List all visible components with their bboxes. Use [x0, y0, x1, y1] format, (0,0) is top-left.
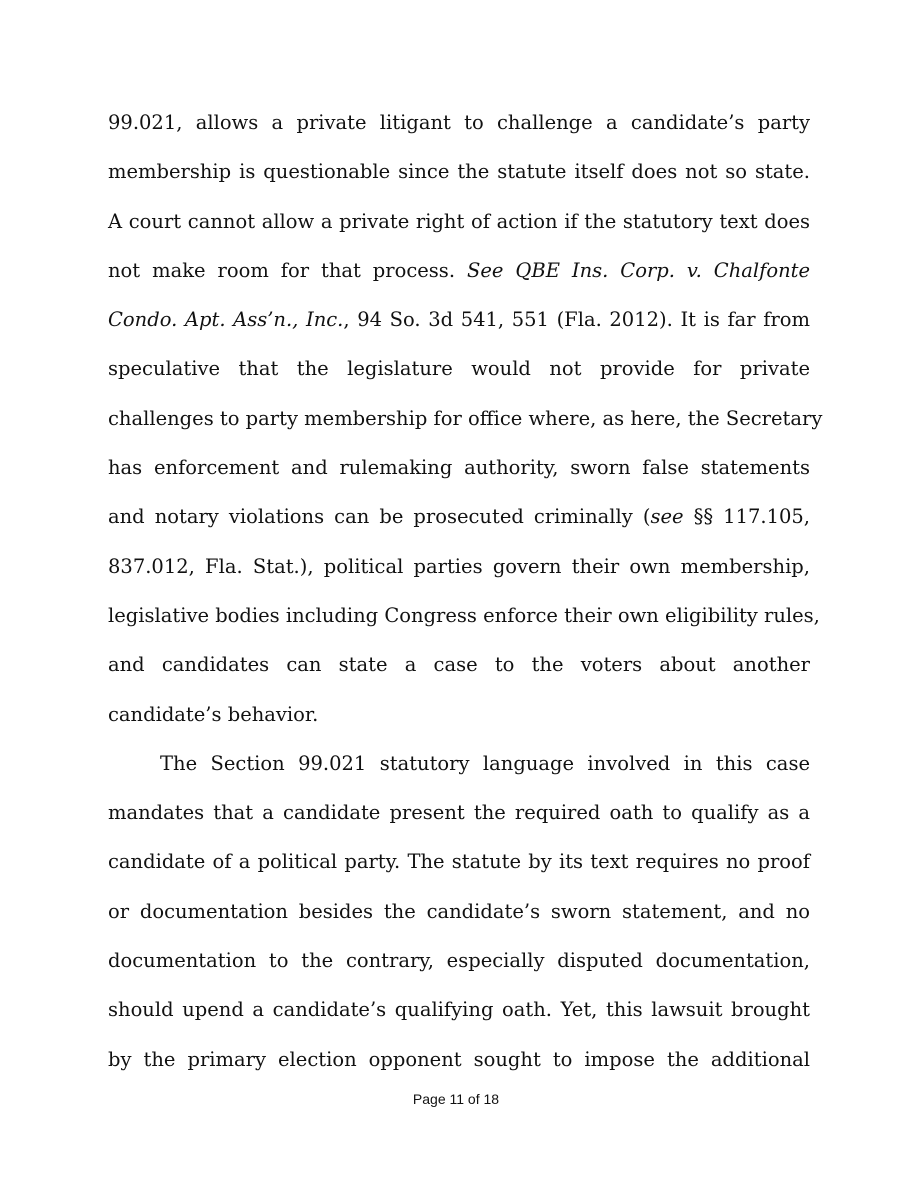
text-span: challenges to party membership for office where, as here, the Secretary: [108, 406, 823, 430]
text-span: should upend a candidate’s qualifying oath. Yet, this lawsuit brought: [108, 998, 810, 1022]
text-line: [108, 542, 810, 591]
text-span: The Section 99.021 statutory language involved in this case: [160, 751, 810, 775]
text-span: 837.012, Fla. Stat.), political parties govern their own membership,: [108, 554, 810, 578]
text-span: candidate of a political party. The statute by its text requires no proof: [108, 850, 810, 874]
text-line: [108, 1035, 810, 1084]
text-span: candidate’s behavior.: [108, 702, 319, 726]
text-span: speculative that the legislature would not provide for private: [108, 357, 810, 381]
text-span: or documentation besides the candidate’s sworn statement, and no: [108, 899, 810, 923]
text-line: [108, 690, 810, 739]
signal-italic: see: [650, 505, 684, 529]
text-span: not make room for that process.: [108, 258, 467, 282]
text-span: by the primary election opponent sought to impose the additional: [108, 1047, 810, 1071]
text-line: [108, 788, 810, 837]
text-span: 99.021, allows a private litigant to challenge a candidate’s party: [108, 111, 810, 134]
text-span: A court cannot allow a private right of action if the statutory text does: [108, 209, 810, 233]
text-span: and candidates can state a case to the voters about another: [108, 653, 810, 677]
text-line: [108, 739, 810, 788]
text-line: [108, 591, 820, 640]
text-line: [108, 295, 810, 344]
text-line: [108, 640, 810, 689]
text-line: [108, 147, 810, 196]
text-span: mandates that a candidate present the required oath to qualify as a: [108, 801, 810, 825]
body-text: [108, 98, 823, 1084]
text-span: has enforcement and rulemaking authority, sworn false statements: [108, 456, 810, 480]
text-line: [108, 936, 810, 985]
case-citation-italic: See QBE Ins. Corp. v. Chalfonte: [466, 258, 811, 282]
page-number-footer: Page 11 of 18: [412, 1091, 500, 1107]
text-line: [108, 197, 810, 246]
text-span: and notary violations can be prosecuted criminally (: [108, 505, 651, 529]
text-line: [108, 443, 810, 492]
text-line: [108, 837, 810, 886]
text-line: [108, 492, 810, 541]
text-line: [108, 344, 810, 393]
paragraph-1: [108, 98, 823, 739]
text-line: [108, 887, 810, 936]
text-line: [108, 98, 810, 147]
text-line: [108, 985, 810, 1034]
paragraph-2: [108, 739, 810, 1084]
text-span: §§ 117.105,: [683, 505, 810, 529]
text-line: [108, 246, 810, 295]
case-citation-italic: Condo. Apt. Ass’n., Inc.: [108, 308, 344, 332]
text-span: , 94 So. 3d 541, 551 (Fla. 2012). It is far from: [343, 308, 811, 332]
text-line: [108, 394, 823, 443]
text-span: membership is questionable since the statute itself does not so state.: [108, 160, 810, 184]
text-span: documentation to the contrary, especially disputed documentation,: [108, 949, 810, 973]
text-span: legislative bodies including Congress enforce their own eligibility rules,: [108, 603, 820, 627]
